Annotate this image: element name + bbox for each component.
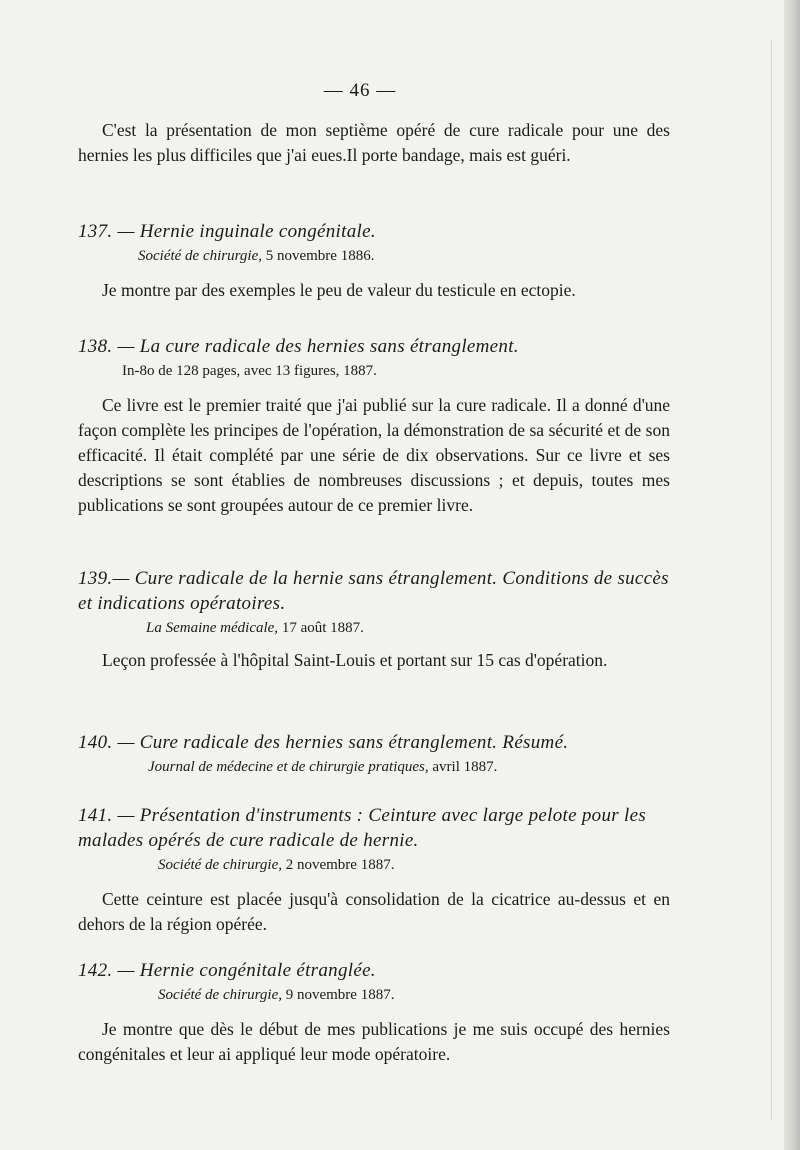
- entry-number: 139.: [78, 568, 113, 589]
- entry-title: 137. — Hernie inguinale congénitale.: [78, 221, 376, 242]
- entry-number: 142.: [78, 960, 113, 981]
- entry-141: [78, 803, 670, 937]
- entry-number: 137.: [78, 221, 113, 242]
- page-crease: [771, 40, 772, 1120]
- entry-title-text: Hernie inguinale congénitale.: [139, 221, 376, 242]
- entry-138: [78, 334, 670, 518]
- source-publication: Société de chirurgie,: [158, 987, 282, 1003]
- entry-title: 142. — Hernie congénitale étranglée.: [78, 960, 376, 981]
- source-publication: In-8o de 128 pages, avec 13 figures, 1887.: [122, 363, 377, 379]
- entry-body: Ce livre est le premier traité que j'ai publié sur la cure radicale. Il a donné d'une façon complète les principes de l'opération, la démonstration de sa sécurité et de son efficacité. Il était complété par une série de dix observations. Sur ce livre et ses descriptions se sont établies de nombreuses discussions ; et depuis, toutes mes publications se sont groupées autour de ce premier livre.: [78, 395, 670, 515]
- entry-source: [78, 246, 670, 266]
- intro-block: [78, 118, 670, 168]
- entry-body: Cette ceinture est placée jusqu'à consolidation de la cicatrice au-dessus et en dehors de la région opérée.: [78, 889, 670, 934]
- entry-source: [78, 757, 670, 777]
- source-publication: La Semaine médicale,: [146, 620, 279, 636]
- entry-139: [78, 566, 670, 673]
- entry-title-text: Hernie congénitale étranglée.: [139, 960, 376, 981]
- entry-title-text: Présentation d'instruments : Ceinture avec large pelote pour les malades opérés de cure radicale de hernie.: [78, 805, 647, 851]
- entry-title: 139.— Cure radicale de la hernie sans étranglement. Conditions de succès et indications opératoires.: [78, 568, 669, 614]
- page-edge: [784, 0, 800, 1150]
- entry-number: 141.: [78, 805, 113, 826]
- entry-body: Je montre que dès le début de mes publications je me suis occupé des hernies congénitales et leur ai appliqué leur mode opératoire.: [78, 1019, 670, 1064]
- intro-paragraph: C'est la présentation de mon septième opéré de cure radicale pour une des hernies les plus difficiles que j'ai eues.Il porte bandage, mais est guéri.: [78, 120, 670, 165]
- entry-140: [78, 730, 670, 777]
- source-publication: Journal de médecine et de chirurgie pratiques,: [148, 759, 429, 775]
- source-date: 9 novembre 1887.: [285, 987, 395, 1003]
- entry-body: Leçon professée à l'hôpital Saint-Louis et portant sur 15 cas d'opération.: [102, 650, 608, 670]
- entry-source: [78, 618, 670, 638]
- source-date: avril 1887.: [432, 759, 498, 775]
- source-publication: Société de chirurgie,: [158, 857, 282, 873]
- entry-number: 140.: [78, 732, 113, 753]
- entry-137: [78, 219, 670, 303]
- entry-source: [78, 361, 670, 381]
- source-publication: Société de chirurgie,: [138, 248, 262, 264]
- entry-title-text: La cure radicale des hernies sans étranglement.: [139, 336, 519, 357]
- source-date: 5 novembre 1886.: [265, 248, 375, 264]
- entry-body: Je montre par des exemples le peu de valeur du testicule en ectopie.: [102, 280, 576, 300]
- page-number: — 46 —: [323, 80, 397, 101]
- entry-title: 140. — Cure radicale des hernies sans étranglement. Résumé.: [78, 732, 569, 753]
- entry-142: [78, 958, 670, 1067]
- entry-title: 138. — La cure radicale des hernies sans étranglement.: [78, 336, 519, 357]
- entry-title-text: Cure radicale de la hernie sans étranglement. Conditions de succès et indications opératoires.: [78, 568, 669, 614]
- entry-number: 138.: [78, 336, 113, 357]
- source-date: 17 août 1887.: [281, 620, 364, 636]
- entry-source: [78, 985, 670, 1005]
- source-date: 2 novembre 1887.: [285, 857, 395, 873]
- entry-title: 141. — Présentation d'instruments : Ceinture avec large pelote pour les malades opérés de cure radicale de hernie.: [78, 805, 647, 851]
- entry-source: [78, 855, 670, 875]
- entry-title-text: Cure radicale des hernies sans étranglement. Résumé.: [139, 732, 569, 753]
